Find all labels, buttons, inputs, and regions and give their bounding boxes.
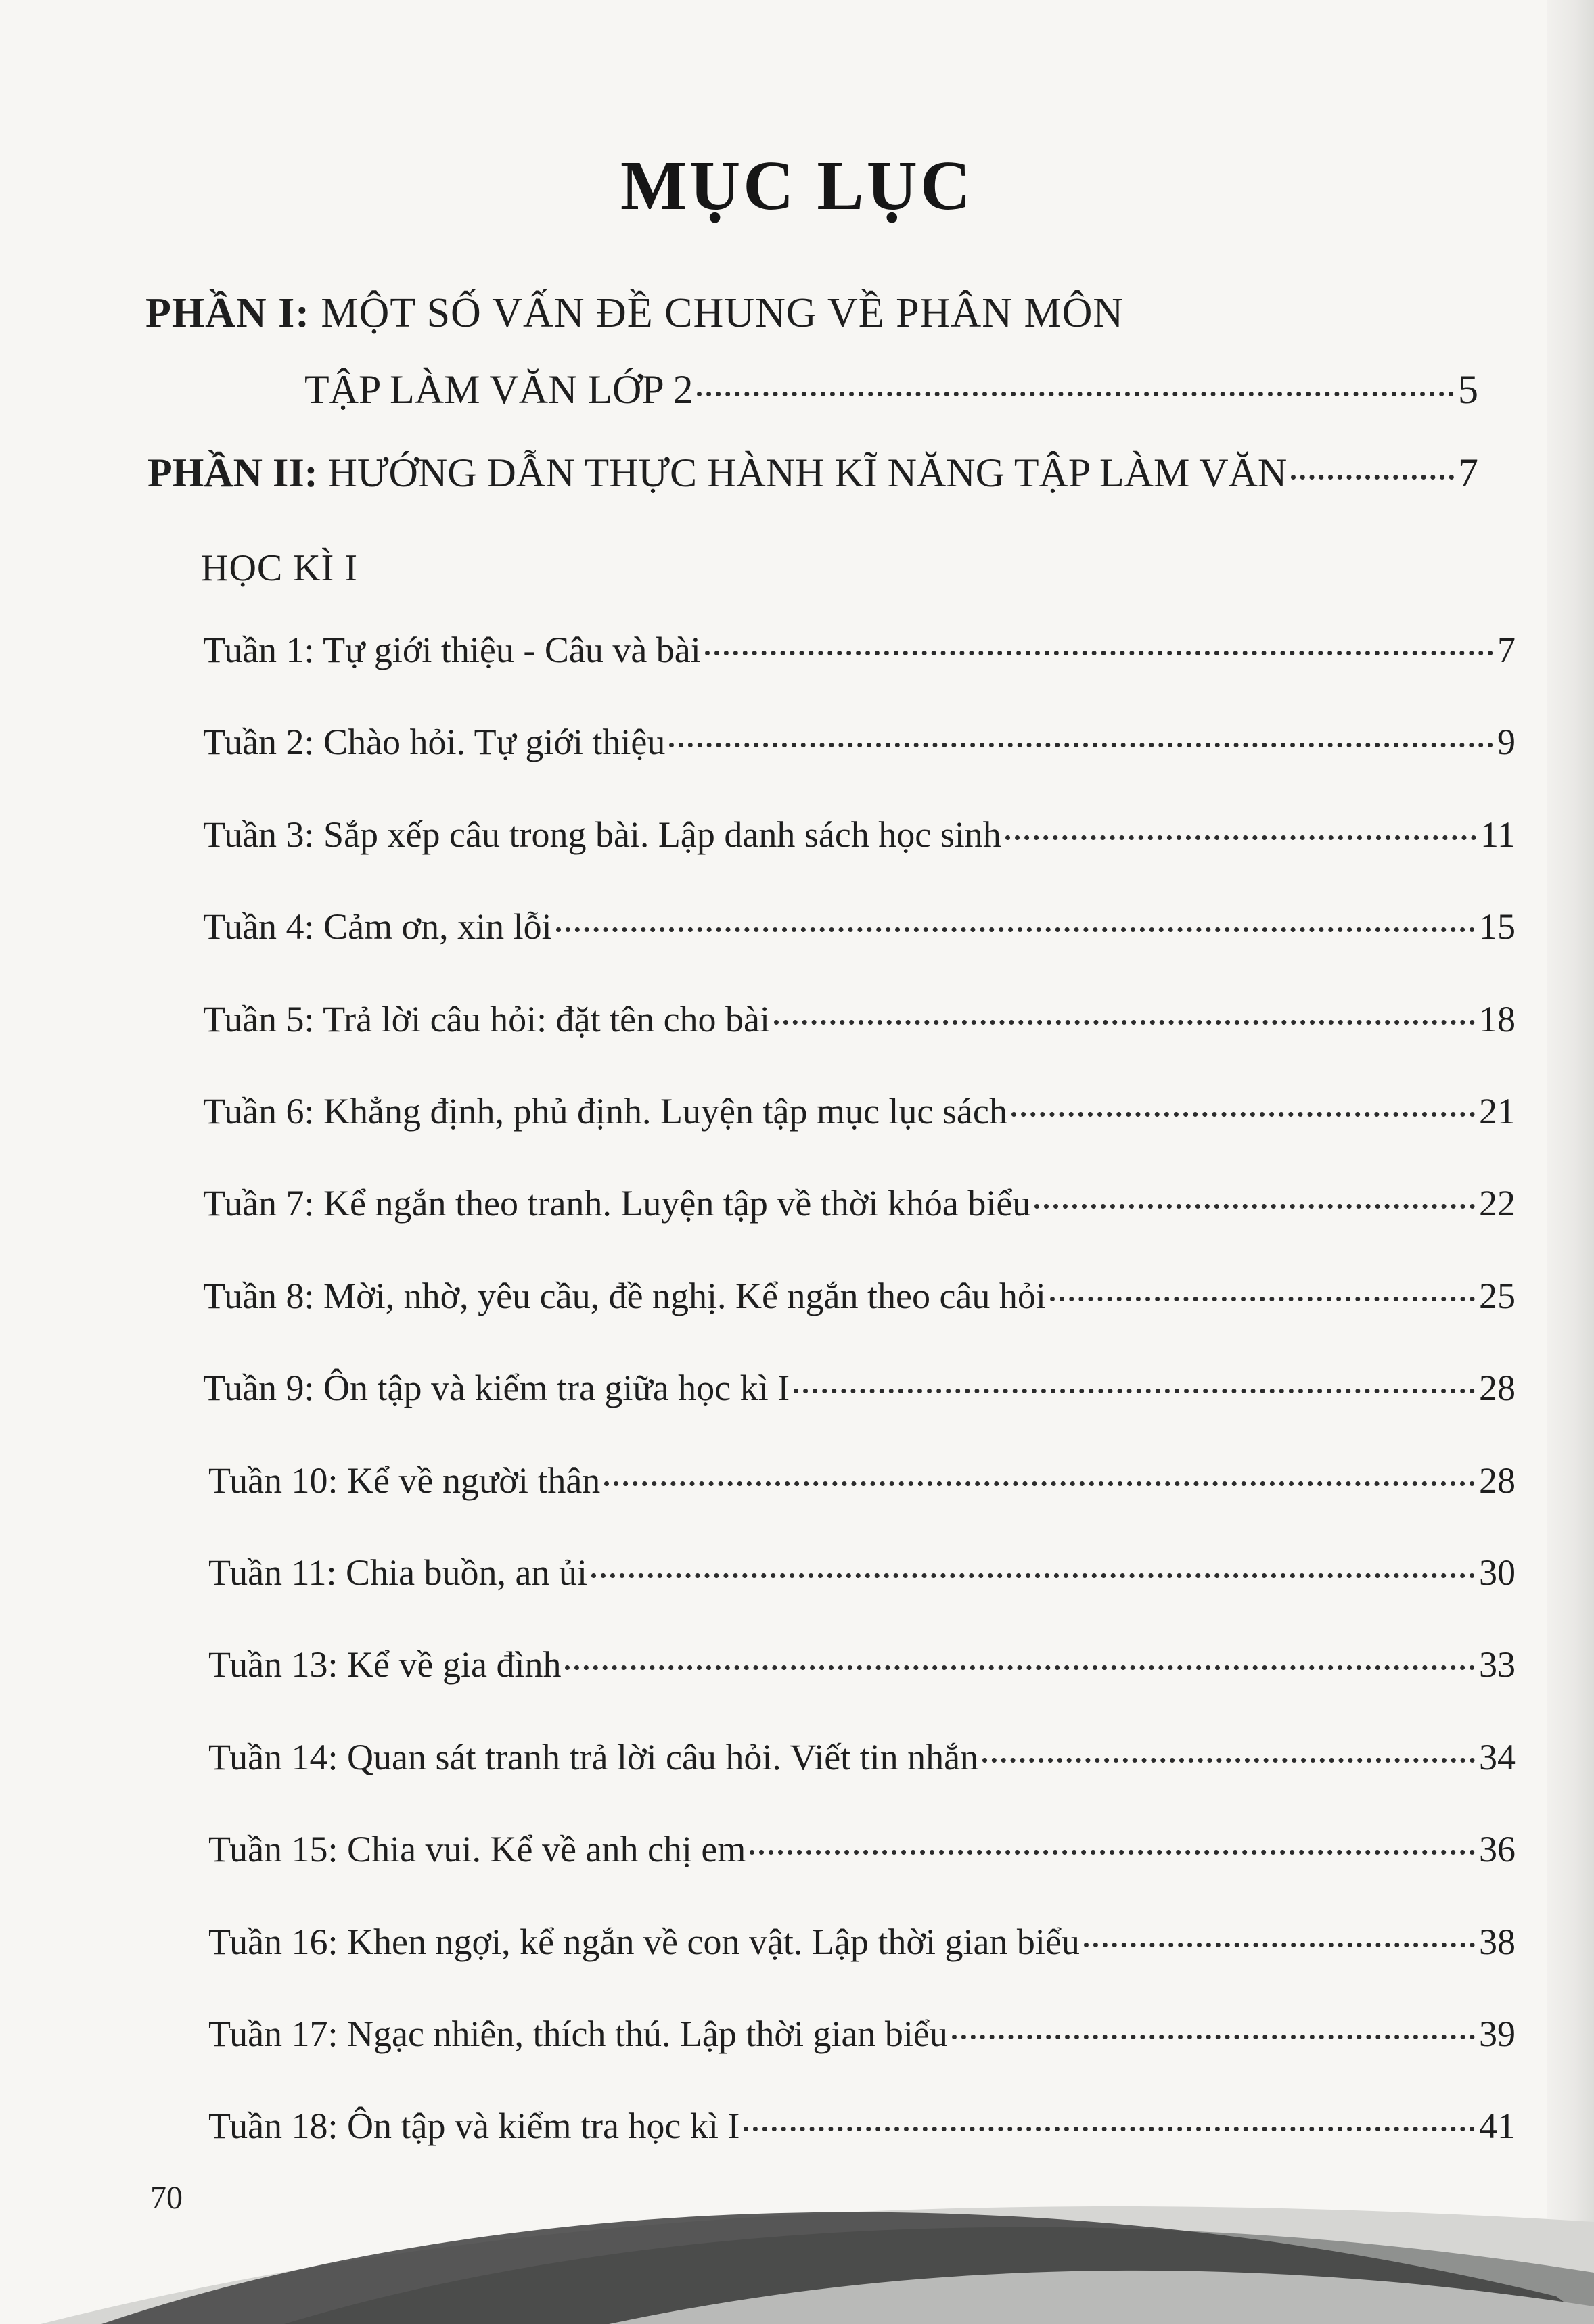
toc-entry[interactable] [208, 1644, 1516, 1686]
toc-entry-title: Tuần 3: Sắp xếp câu trong bài. Lập danh sách học sinh [203, 814, 1001, 855]
page-ref: 39 [1479, 2014, 1516, 2054]
part1-heading [145, 289, 1124, 338]
toc-entry-title: Tuần 1: Tự giới thiệu - Câu và bài [203, 630, 701, 670]
toc-entry[interactable] [208, 1736, 1516, 1778]
page-ref: 7 [1497, 630, 1516, 670]
part2-heading [147, 450, 1287, 496]
dot-leader [774, 1020, 1475, 1025]
toc-entry-title: Tuần 18: Ôn tập và kiểm tra học kì I [208, 2106, 740, 2146]
dot-leader [604, 1481, 1475, 1486]
dot-leader [1050, 1297, 1475, 1301]
page-ref: 41 [1479, 2106, 1516, 2146]
page-ref: 25 [1479, 1276, 1516, 1316]
toc-entry-title: Tuần 9: Ôn tập và kiểm tra giữa học kì I [203, 1368, 790, 1408]
page-title: MỤC LỤC [620, 147, 974, 225]
dot-leader [744, 2127, 1475, 2131]
dot-leader [705, 651, 1493, 655]
toc-entry[interactable] [203, 1367, 1516, 1409]
dot-leader [794, 1389, 1475, 1393]
toc-entry[interactable] [203, 906, 1516, 948]
toc-entry[interactable] [208, 2013, 1516, 2055]
page-ref: 38 [1479, 1922, 1516, 1962]
toc-entry[interactable] [203, 1182, 1516, 1224]
toc-entry[interactable] [203, 1090, 1516, 1132]
dot-leader [1084, 1943, 1475, 1947]
toc-entry-part1[interactable] [304, 367, 1478, 413]
toc-entry-title: Tuần 16: Khen ngợi, kể ngắn về con vật. Lập thời gian biểu [208, 1922, 1080, 1962]
toc-entry-part2[interactable] [147, 450, 1478, 496]
dot-leader [952, 2035, 1475, 2039]
page-ref: 15 [1479, 906, 1516, 947]
toc-entry-title: Tuần 10: Kể về người thân [208, 1460, 601, 1501]
page-ref: 28 [1479, 1368, 1516, 1408]
toc-entry-title: Tuần 17: Ngạc nhiên, thích thú. Lập thời gian biểu [208, 2014, 948, 2054]
toc-entry[interactable] [203, 721, 1516, 763]
dot-leader [750, 1850, 1475, 1855]
dot-leader [1011, 1112, 1475, 1117]
page-edge [1547, 0, 1594, 2324]
part1-title-line1: MỘT SỐ VẤN ĐỀ CHUNG VỀ PHÂN MÔN [321, 290, 1124, 336]
dot-leader [1291, 475, 1454, 480]
page-ref: 34 [1479, 1737, 1516, 1777]
toc-entry-title: Tuần 15: Chia vui. Kể về anh chị em [208, 1829, 746, 1869]
section-heading: HỌC KÌ I [201, 547, 358, 589]
toc-entry[interactable] [203, 814, 1516, 856]
part2-label: PHẦN II: [147, 450, 318, 495]
page-ref: 11 [1480, 814, 1516, 855]
dot-leader [556, 927, 1475, 932]
dot-leader [669, 743, 1493, 747]
dot-leader [591, 1573, 1475, 1578]
page-ref: 30 [1479, 1552, 1516, 1593]
toc-entry[interactable] [203, 1275, 1516, 1317]
toc-entry[interactable] [203, 629, 1516, 671]
toc-entry[interactable] [203, 998, 1516, 1040]
toc-entry[interactable] [208, 1460, 1516, 1502]
toc-entry[interactable] [208, 1921, 1516, 1963]
page-ref: 9 [1497, 722, 1516, 762]
part2-title: HƯỚNG DẪN THỰC HÀNH KĨ NĂNG TẬP LÀM VĂN [327, 450, 1288, 495]
page-ref: 22 [1479, 1183, 1516, 1224]
dot-leader [982, 1758, 1475, 1763]
part1-label: PHẦN I: [145, 290, 310, 336]
toc-entry-title: Tuần 4: Cảm ơn, xin lỗi [203, 906, 552, 947]
page-ref: 33 [1479, 1644, 1516, 1685]
decorative-swoosh [0, 2151, 1594, 2324]
toc-entry-title: Tuần 8: Mời, nhờ, yêu cầu, đề nghị. Kể ngắn theo câu hỏi [203, 1276, 1046, 1316]
dot-leader [697, 392, 1454, 396]
page-ref: 18 [1479, 999, 1516, 1040]
page-number: 70 [150, 2180, 183, 2216]
toc-entry-title: Tuần 6: Khẳng định, phủ định. Luyện tập mục lục sách [203, 1091, 1007, 1132]
dot-leader [1005, 835, 1476, 840]
dot-leader [1034, 1204, 1475, 1209]
page-ref: 28 [1479, 1460, 1516, 1501]
part1-title-line2: TẬP LÀM VĂN LỚP 2 [304, 367, 693, 412]
page-ref: 5 [1458, 367, 1478, 412]
toc-entry-title: Tuần 2: Chào hỏi. Tự giới thiệu [203, 722, 666, 762]
toc-entry[interactable] [208, 1552, 1516, 1594]
toc-entry[interactable] [208, 1828, 1516, 1870]
toc-entry-title: Tuần 5: Trả lời câu hỏi: đặt tên cho bài [203, 999, 771, 1040]
toc-entry-title: Tuần 13: Kể về gia đình [208, 1644, 562, 1685]
page-ref: 7 [1458, 450, 1478, 495]
toc-entry[interactable] [208, 2105, 1516, 2147]
toc-entry-title: Tuần 11: Chia buồn, an ủi [208, 1552, 588, 1593]
page-ref: 36 [1479, 1829, 1516, 1869]
dot-leader [565, 1665, 1475, 1670]
toc-entry-title: Tuần 14: Quan sát tranh trả lời câu hỏi. Viết tin nhắn [208, 1737, 979, 1777]
toc-entry-title: Tuần 7: Kể ngắn theo tranh. Luyện tập về thời khóa biểu [203, 1183, 1031, 1224]
page-ref: 21 [1479, 1091, 1516, 1132]
